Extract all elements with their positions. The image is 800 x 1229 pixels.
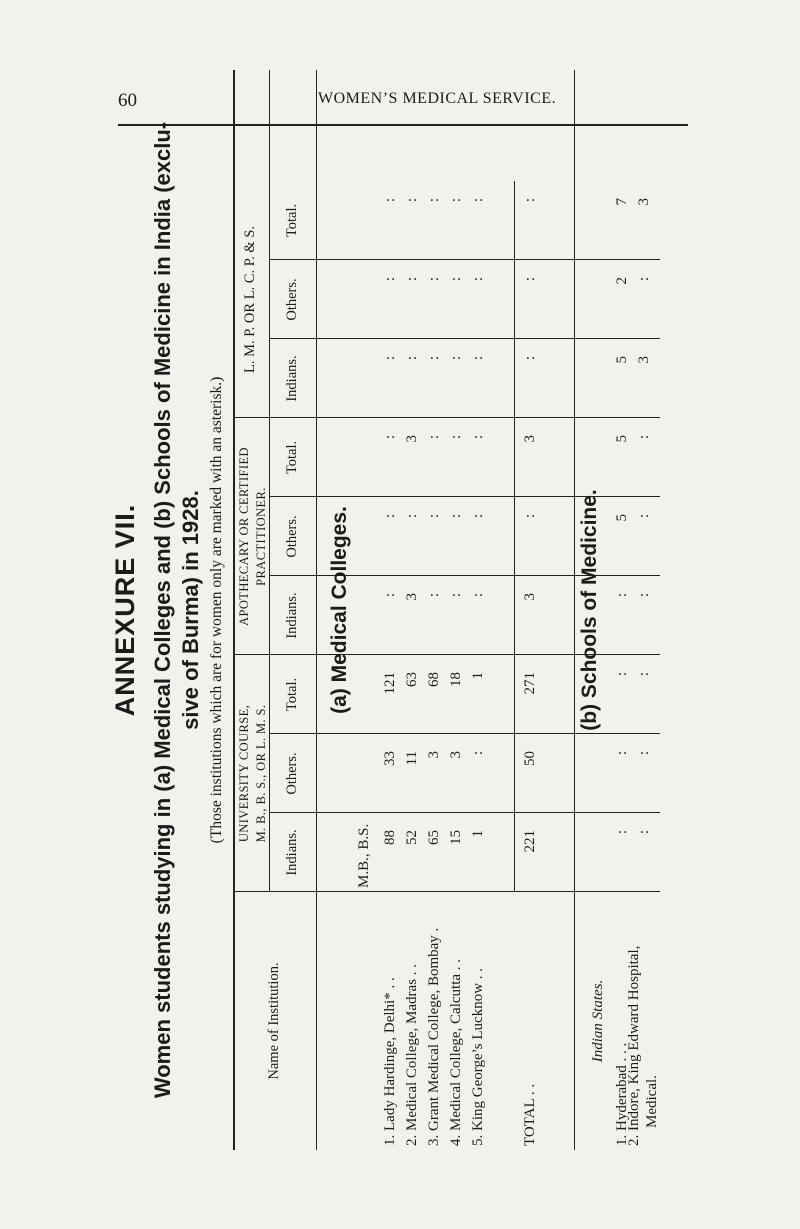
cell-a-ind: : (382, 593, 398, 598)
cell-l-tot: : (448, 198, 464, 203)
cell-u-oth: : (636, 751, 652, 756)
cell-l-tot: 7 (614, 198, 630, 206)
cell-l-ind: : (382, 356, 398, 361)
table-note: (Those institutions which are for women only are marked with an asterisk.) (208, 376, 225, 844)
institution-name: TOTAL . . (522, 1083, 538, 1146)
table-title-line1: Women students studying in (a) Medical Colleges and (b) Schools of Medicine in India (exclu- (150, 121, 175, 1099)
header-lmp-lcps: L. M. P. OR L. C. P. & S. (242, 225, 258, 374)
cell-u-tot: 18 (448, 672, 464, 687)
header-apothecary: APOTHECARY OR CERTIFIED PRACTITIONER. (237, 447, 268, 626)
cell-u-ind: 1 (470, 830, 486, 838)
institution-name: 4. Medical College, Calcutta . . (448, 958, 464, 1146)
cell-l-oth: : (404, 277, 420, 282)
cell-a-oth: 5 (614, 514, 630, 522)
header-name-of-institution: Name of Institution. (266, 962, 282, 1080)
cell-u-oth: 3 (426, 751, 442, 759)
cell-a-tot: : (426, 435, 442, 440)
header-university-course: UNIVERSITY COURSE, M. B., B. S., OR L. M. S. (237, 704, 268, 843)
cell-l-ind: : (470, 356, 486, 361)
section-b-heading: (b) Schools of Medicine. (578, 489, 601, 731)
cell-l-tot: : (382, 198, 398, 203)
page-number: 60 (118, 90, 137, 111)
cell-a-tot: : (470, 435, 486, 440)
cell-u-tot: 121 (382, 672, 398, 695)
cell-u-oth: 50 (522, 751, 538, 766)
cell-a-ind: : (614, 593, 630, 598)
cell-a-oth: : (426, 514, 442, 519)
indian-states-subheading: Indian States. (590, 979, 606, 1063)
cell-a-tot: : (382, 435, 398, 440)
cell-u-ind: 88 (382, 830, 398, 845)
cell-u-tot: 1 (470, 672, 486, 680)
cell-l-tot: : (522, 198, 538, 203)
cell-a-oth: : (382, 514, 398, 519)
cell-l-tot: 3 (636, 198, 652, 206)
table-top-rule (233, 70, 235, 1150)
cell-a-oth: : (636, 514, 652, 519)
cell-a-tot: 3 (522, 435, 538, 443)
cell-l-oth: 2 (614, 277, 630, 285)
header-indians: Indians. (284, 355, 300, 402)
cell-u-oth: 33 (382, 751, 398, 766)
table-title-line2: sive of Burma) in 1928. (178, 490, 203, 730)
annexure-heading: ANNEXURE VII. (110, 503, 140, 717)
institution-name: 1. Hyderabad . . . (614, 1042, 630, 1146)
cell-l-ind: : (404, 356, 420, 361)
cell-u-ind: 52 (404, 830, 420, 845)
cell-u-ind: 221 (522, 830, 538, 853)
cell-a-ind: : (426, 593, 442, 598)
cell-l-tot: : (470, 198, 486, 203)
institution-name: 2. Indore, King Edward Hospital, (626, 945, 642, 1146)
institution-name-cont: Medical. (644, 1075, 660, 1128)
rotated-table-page (110, 70, 660, 1150)
cell-a-oth: : (404, 514, 420, 519)
institution-name: 5. King George’s Lucknow . . (470, 967, 486, 1146)
cell-a-oth: : (448, 514, 464, 519)
cell-a-tot: : (448, 435, 464, 440)
header-total: Total. (284, 440, 300, 475)
cell-u-tot: 63 (404, 672, 420, 687)
cell-l-oth: : (426, 277, 442, 282)
cell-u-tot: 271 (522, 672, 538, 695)
cell-u-tot: : (636, 672, 652, 677)
cell-l-oth: : (636, 277, 652, 282)
cell-a-tot: : (636, 435, 652, 440)
cell-a-ind: : (448, 593, 464, 598)
total-rule (514, 181, 515, 892)
cell-l-tot: : (426, 198, 442, 203)
header-indians: Indians. (284, 829, 300, 876)
cell-l-oth: : (448, 277, 464, 282)
cell-u-oth: : (614, 751, 630, 756)
cell-l-oth: : (470, 277, 486, 282)
institution-name: 2. Medical College, Madras . . (404, 963, 420, 1146)
cell-u-oth: 11 (404, 751, 420, 766)
cell-l-oth: : (382, 277, 398, 282)
section-b-top-rule (574, 70, 575, 1150)
header-others: Others. (284, 515, 300, 558)
cell-l-ind: 3 (636, 356, 652, 364)
header-others: Others. (284, 278, 300, 321)
cell-a-ind: : (636, 593, 652, 598)
header-total: Total. (284, 677, 300, 712)
cell-u-oth: : (470, 751, 486, 756)
cell-u-ind: 15 (448, 830, 464, 845)
cell-l-ind: 5 (614, 356, 630, 364)
cell-u-tot: : (614, 672, 630, 677)
cell-u-ind: 65 (426, 830, 442, 845)
cell-l-ind: : (426, 356, 442, 361)
institution-name: 3. Grant Medical College, Bombay . (426, 927, 442, 1146)
cell-a-tot: 5 (614, 435, 630, 443)
cell-u-tot: 68 (426, 672, 442, 687)
degree-label: M.B., B.S. (356, 823, 372, 888)
cell-l-tot: : (404, 198, 420, 203)
cell-u-oth: 3 (448, 751, 464, 759)
cell-a-oth: : (522, 514, 538, 519)
cell-u-ind: : (636, 830, 652, 835)
cell-a-oth: : (470, 514, 486, 519)
cell-a-ind: 3 (404, 593, 420, 601)
cell-l-ind: : (522, 356, 538, 361)
cell-l-oth: : (522, 277, 538, 282)
cell-a-ind: : (470, 593, 486, 598)
cell-l-ind: : (448, 356, 464, 361)
header-bottom-rule (316, 70, 317, 1150)
running-head: WOMEN’S MEDICAL SERVICE. (318, 90, 557, 107)
cell-u-ind: : (614, 830, 630, 835)
section-a-heading: (a) Medical Colleges. (328, 506, 351, 714)
cell-a-tot: 3 (404, 435, 420, 443)
header-total: Total. (284, 203, 300, 238)
header-indians: Indians. (284, 592, 300, 639)
cell-a-ind: 3 (522, 593, 538, 601)
header-others: Others. (284, 752, 300, 795)
institution-name: 1. Lady Hardinge, Delhi* . . (382, 977, 398, 1146)
